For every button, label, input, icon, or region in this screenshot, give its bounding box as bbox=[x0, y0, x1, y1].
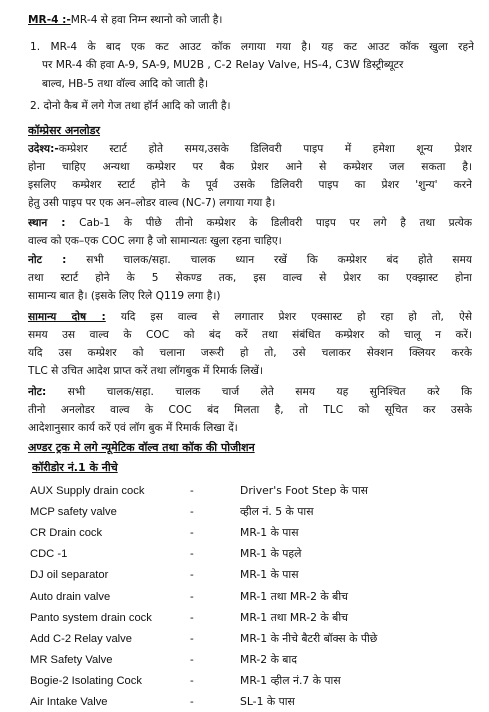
location-line1 bbox=[28, 216, 472, 230]
valve-row bbox=[30, 694, 470, 710]
valve-position: SL-1 के पास bbox=[240, 695, 295, 708]
valve-position: MR-1 तथा MR-2 के बीच bbox=[240, 610, 348, 624]
valve-position: व्हील नं. 5 के पास bbox=[240, 505, 314, 519]
valve-row bbox=[30, 610, 470, 626]
unloader-heading: कॉम्प्रेसर अनलोडर bbox=[28, 124, 101, 137]
valve-dash: - bbox=[190, 485, 194, 497]
valve-position: MR-1 व्हील नं.7 के पास bbox=[240, 673, 341, 687]
valve-position: MR-1 के पास bbox=[240, 526, 299, 540]
defect-label: सामान्य दोष : bbox=[28, 311, 106, 323]
purpose-line3: इसलिए कम्प्रेशर स्टार्ट होने के पूर्व उसके डिलिवरी पाइप का प्रेशर 'शुन्य' करने bbox=[28, 179, 472, 191]
valve-row bbox=[30, 631, 470, 647]
underframe-subheading: कॉरीडोर नं.1 के नीचे bbox=[32, 461, 118, 474]
valve-position: MR-1 के नीचे बैटरी बॉक्स के पीछे bbox=[240, 631, 378, 645]
valve-row bbox=[30, 483, 470, 499]
valve-dash: - bbox=[190, 653, 194, 666]
location-line2: वाल्व को एक–एक COC लगा है जो सामान्यतः खुला रहना चाहिए। bbox=[28, 235, 282, 247]
mr4-title bbox=[28, 13, 472, 27]
defect-line2: समय उस वाल्व के COC को बंद करें तथा संबंधित कम्प्रेशर को चालू न करें। bbox=[28, 329, 472, 341]
defect-line3: यदि उस कम्प्रेशर को चलाना जरूरी हो तो, उसे चलाकर सेक्शन क्लियर करके bbox=[28, 347, 472, 359]
location-label: स्थान : bbox=[28, 217, 66, 229]
valve-name: DJ oil separator bbox=[30, 569, 109, 582]
purpose-line4: हेतु उसी पाइप पर एक अन–लोडर वाल्व (NC-7) लगाया गया है। bbox=[28, 197, 276, 209]
mr4-item1-line2: पर MR-4 की हवा A-9, SA-9, MU2B , C-2 Relay Valve, HS-4, C3W डिस्ट्रीब्यूटर bbox=[42, 59, 404, 71]
valve-dash: - bbox=[190, 696, 194, 708]
valve-name: Air Intake Valve bbox=[30, 696, 108, 708]
note-text: सभी चालक/सहा. चालक ध्यान रखें कि कम्प्रेशर बंद होते समय bbox=[86, 254, 472, 266]
valve-name: Bogie-2 Isolating Cock bbox=[30, 674, 142, 687]
valve-dash: - bbox=[190, 590, 194, 603]
valve-row bbox=[30, 546, 470, 562]
valve-dash: - bbox=[190, 527, 194, 540]
mr4-item2: 2. दोनो कैब में लगे गेज तथा हॉर्न आदि को जाती है। bbox=[30, 100, 231, 112]
valve-row bbox=[30, 673, 470, 689]
purpose-label: उदेश्य:- bbox=[28, 143, 59, 155]
note2-line2: तीनो अनलोडर वाल्व के COC बंद मिलता है, तो TLC को सूचित कर उसके bbox=[28, 404, 472, 416]
valve-dash: - bbox=[190, 548, 194, 561]
mr4-item1-line1: 1. MR-4 के बाद एक कट आउट कॉक लगाया गया है। यह कट आउट कॉक खुला रहने bbox=[30, 41, 474, 53]
location-text: Cab-1 के पीछे तीनो कम्प्रेशर के डिलीवरी पाइप पर लगे है तथा प्रत्येक bbox=[79, 217, 472, 229]
valve-row bbox=[30, 504, 470, 520]
defect-line1 bbox=[28, 310, 472, 324]
valve-dash: - bbox=[190, 632, 194, 645]
note-line2: तथा स्टार्ट होने के 5 सेकण्ड तक, इस वाल्व से प्रेशर का एक्झास्ट होना bbox=[28, 272, 472, 284]
note2-label: नोट: bbox=[28, 386, 47, 398]
valve-position: MR-1 तथा MR-2 के बीच bbox=[240, 589, 348, 603]
purpose-text: कम्प्रेशर स्टार्ट होते समय,उसके डिलिवरी पाइप में हमेशा शून्य प्रेशर bbox=[58, 143, 472, 155]
valve-name: AUX Supply drain cock bbox=[30, 485, 145, 497]
valve-dash: - bbox=[190, 674, 194, 687]
valve-position: MR-1 के पास bbox=[240, 568, 299, 582]
purpose-line2: होना चाहिए अन्यथा कम्प्रेशर पर बैक प्रेशर आने से कम्प्रेशर जल सकता है। bbox=[28, 161, 472, 173]
note2-line1 bbox=[28, 385, 472, 399]
note-line3: सामान्य बात है। (इसके लिए रिले Q119 लगा है।) bbox=[28, 290, 221, 302]
valve-name: Panto system drain cock bbox=[30, 611, 152, 624]
valve-position: Driver's Foot Step के पास bbox=[240, 484, 368, 497]
valve-row bbox=[30, 567, 470, 583]
valve-name: Auto drain valve bbox=[30, 590, 111, 603]
valve-dash: - bbox=[190, 506, 194, 519]
note-line1 bbox=[28, 253, 472, 267]
valve-dash: - bbox=[190, 569, 194, 582]
valve-position: MR-2 के बाद bbox=[240, 652, 297, 666]
note-label: नोट : bbox=[28, 254, 67, 266]
defect-line4: TLC से उचित आदेश प्राप्त करें तथा लॉगबुक में रिमार्क लिखें। bbox=[28, 365, 263, 377]
valve-dash: - bbox=[190, 611, 194, 624]
underframe-heading: अण्डर ट्रक मे लगे न्यूमेटिक वॉल्व तथा कॉक की पोजीशन bbox=[28, 441, 255, 454]
valve-name: CR Drain cock bbox=[30, 527, 103, 540]
mr4-label: MR-4 :- bbox=[28, 14, 71, 26]
defect-text: यदि इस वाल्व से लगातार प्रेशर एक्सास्ट हो रहा हो तो, ऐसे bbox=[120, 311, 472, 323]
mr4-title-text: MR-4 से हवा निम्न स्थानो को जाती है। bbox=[70, 14, 223, 26]
mr4-item1-line3: बाल्व, HB-5 तथा वॉल्व आदि को जाती है। bbox=[42, 78, 209, 90]
note2-line3: आदेशानुसार कार्य करें एवं लॉग बुक में रिमार्क लिखा दें। bbox=[28, 422, 238, 434]
valve-name: Add C-2 Relay valve bbox=[30, 632, 132, 645]
valve-row bbox=[30, 652, 470, 668]
valve-name: MCP safety valve bbox=[30, 506, 117, 519]
valve-name: MR Safety Valve bbox=[30, 653, 113, 666]
note2-text: सभी चालक/सहा. चालक चार्ज लेते समय यह सुनिश्चित करे कि bbox=[67, 386, 472, 398]
purpose-line1 bbox=[28, 142, 472, 156]
valve-row bbox=[30, 589, 470, 605]
valve-position: MR-1 के पहले bbox=[240, 547, 302, 561]
valve-row bbox=[30, 525, 470, 541]
valve-name: CDC -1 bbox=[30, 548, 68, 561]
